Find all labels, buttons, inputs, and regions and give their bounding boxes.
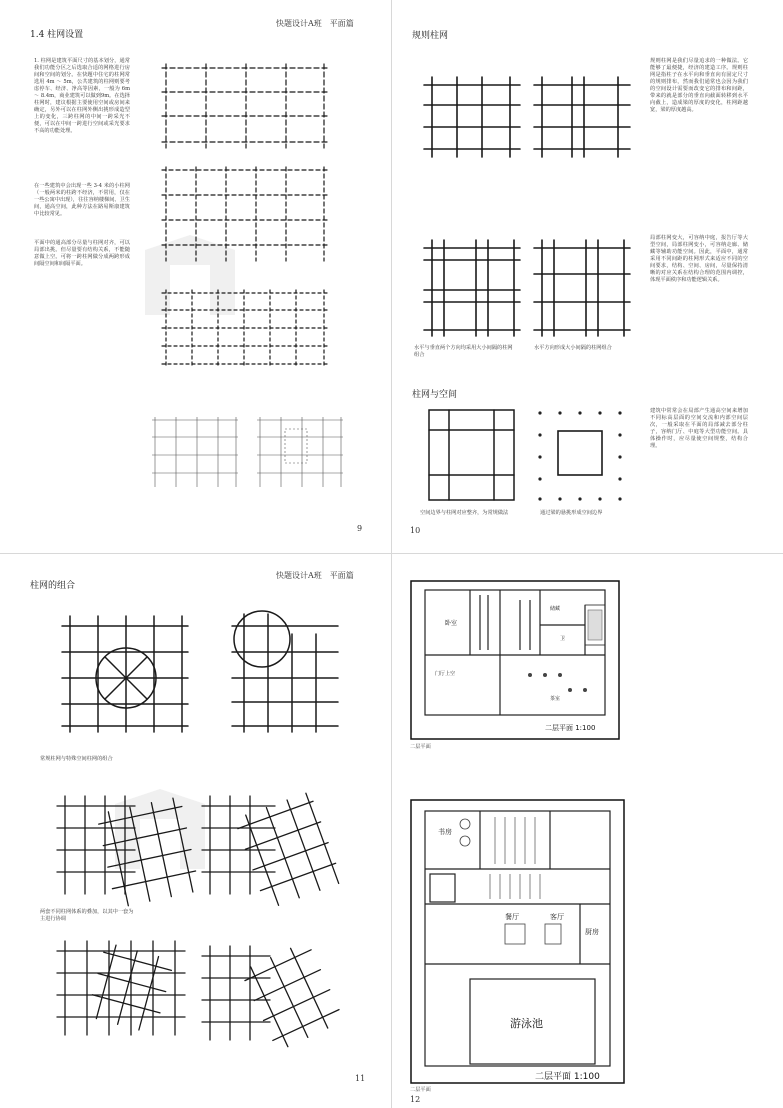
page-number: 12 (410, 1095, 421, 1104)
plan2-pool: 游泳池 (510, 1017, 543, 1030)
floor-plan-2 (410, 799, 625, 1084)
grid-drawing-2 (160, 165, 330, 265)
plan1-scale: 二层平面 1:100 (545, 724, 596, 732)
grid-regular-1 (422, 75, 522, 160)
overlay-grid-1 (55, 794, 190, 904)
grid-mixed-1 (422, 238, 522, 338)
plan1-room-2: 储藏 (550, 606, 561, 612)
page-9 (0, 0, 391, 553)
page-12 (392, 554, 783, 1108)
overlay-grid-2 (200, 794, 330, 904)
plan1-room-1: 卧室 (445, 620, 458, 627)
section-title-regular-grid: 规则柱网 (412, 31, 449, 41)
paragraph-regular-grid: 规则柱网是我们尽量追求的一种做法。它能够了最便捷，经济的建造工序。规则柱网是指柱子在水平向和垂直向有固定尺寸的规则排布，然而我们通常也会因为我们的空间设计需要而改变它的排布和间距，带来的就是部分的垂直向截面转移到水平向截上，造成梁的厚度的变化，柱网距越宽，梁的厚度越高。 (650, 58, 748, 113)
section-title: 1.4 柱网设置 (30, 30, 84, 40)
page-number: 11 (355, 1074, 366, 1083)
grid-space-2 (532, 405, 627, 505)
floor-plan-1 (410, 580, 620, 740)
paragraph-3: 平面中的通高部分尽量与柱网对齐，可以局部出挑。但尽量要有结构关系，不能随意做上空。可将一跨柱网做分成两跨形成间隔空间和间隔平面。 (34, 240, 130, 267)
grid-mixed-2 (532, 238, 632, 338)
combo-grid-octagon (60, 614, 190, 734)
caption-grid-space-2: 通过梁的悬挑形成空间边界 (540, 510, 603, 516)
grid-drawing-3 (160, 288, 330, 370)
grid-drawing-4 (150, 415, 240, 490)
plan2-room-4: 厨房 (585, 928, 599, 936)
plan1-room-5: 茶室 (550, 696, 561, 702)
page-header: 快题设计A班 平面篇 (276, 571, 354, 580)
overlay-grid-3 (55, 939, 190, 1039)
overlay-grid-4 (200, 944, 330, 1044)
grid-drawing-1 (160, 62, 330, 152)
plan2-room-3: 客厅 (550, 913, 564, 921)
paragraph-1: 1. 柱网是建筑平面尺寸的基本划分，通常我们功能分区之后选取合适的网格进行房间和空间的划分。在快题中住宅的柱网常选用 4m ～ 5m，公共建筑的柱网则要考虑停车、经济、净高等因素，一般为 6m ～ 8.4m，商业建筑可以做到9m。在选择柱网时，建议根据主要使用空间或房间来确定，另外可以在柱网外侧出挑形成造型上的变化，三跨柱网的中间一跨采光不便，可以在中间一跨进行空间或采光要求不高的功能处理。 (34, 58, 130, 134)
section-title-grid-space: 柱网与空间 (412, 390, 458, 400)
paragraph-local-grid: 局部柱网变大，可容纳中庭，报告厅等大型空间，局部柱网变小，可容纳走廊、储藏等辅助功能空间。因此，平面中，通常采用不同间距的柱网形式来适应不同的空间要求，结构、空间、房间，尽量保持清晰的对应关系在结构合理的范围内调控，体现平面秩序和功能逻辑关系。 (650, 235, 748, 283)
caption-mixed-2: 水平方向形成大小间隔的柱网组合 (534, 345, 612, 351)
caption-grid-space-1: 空间边界与柱网对应整齐，为常规做法 (420, 510, 509, 516)
caption-mixed-1: 水平与垂直两个方向均采用大小间隔的柱网组合 (414, 345, 513, 358)
grid-space-1 (424, 405, 519, 505)
plan2-room-1: 书房 (438, 828, 452, 836)
page-number: 9 (357, 524, 363, 533)
page-10 (392, 0, 783, 553)
caption-combo-1: 常规柱网与特殊空间柱网的组合 (40, 756, 113, 762)
plan2-room-2: 餐厅 (505, 913, 519, 921)
paragraph-2: 在一些建筑中会出现一些 3-4 米的小柱网（一般两米的柱跨不经济，不常用，仅在一些公寓中出现），往往容纳楼梯间、卫生间，通高空间，此种方法在路易斯康建筑中比较常见。 (34, 183, 130, 217)
page-header: 快题设计A班 平面篇 (276, 19, 354, 28)
plan1-room-4: 门厅上空 (435, 671, 456, 677)
page-11 (0, 554, 391, 1108)
section-title: 柱网的组合 (30, 581, 76, 591)
caption-plan-2: 二层平面 (410, 1087, 431, 1093)
caption-plan-1: 二层平面 (410, 744, 431, 750)
combo-grid-circle (230, 604, 340, 734)
grid-drawing-5 (255, 415, 345, 490)
plan1-room-3: 卫 (560, 636, 566, 642)
page-number: 10 (410, 526, 421, 535)
paragraph-grid-space: 建筑中常常会在局部产生通高空间来增加不同标高层面的空间交流和内部空间层次，一般采取在平面的局部减去部分柱子，容纳门厅、中庭等大型功能空间。具体操作时，应尽量使空间规整，结构合理。 (650, 408, 748, 449)
plan2-scale: 二层平面 1:100 (535, 1072, 600, 1082)
caption-combo-2: 两套不同柱网体系的叠加，以其中一套为主进行协调 (40, 909, 134, 922)
grid-regular-2 (532, 75, 632, 160)
